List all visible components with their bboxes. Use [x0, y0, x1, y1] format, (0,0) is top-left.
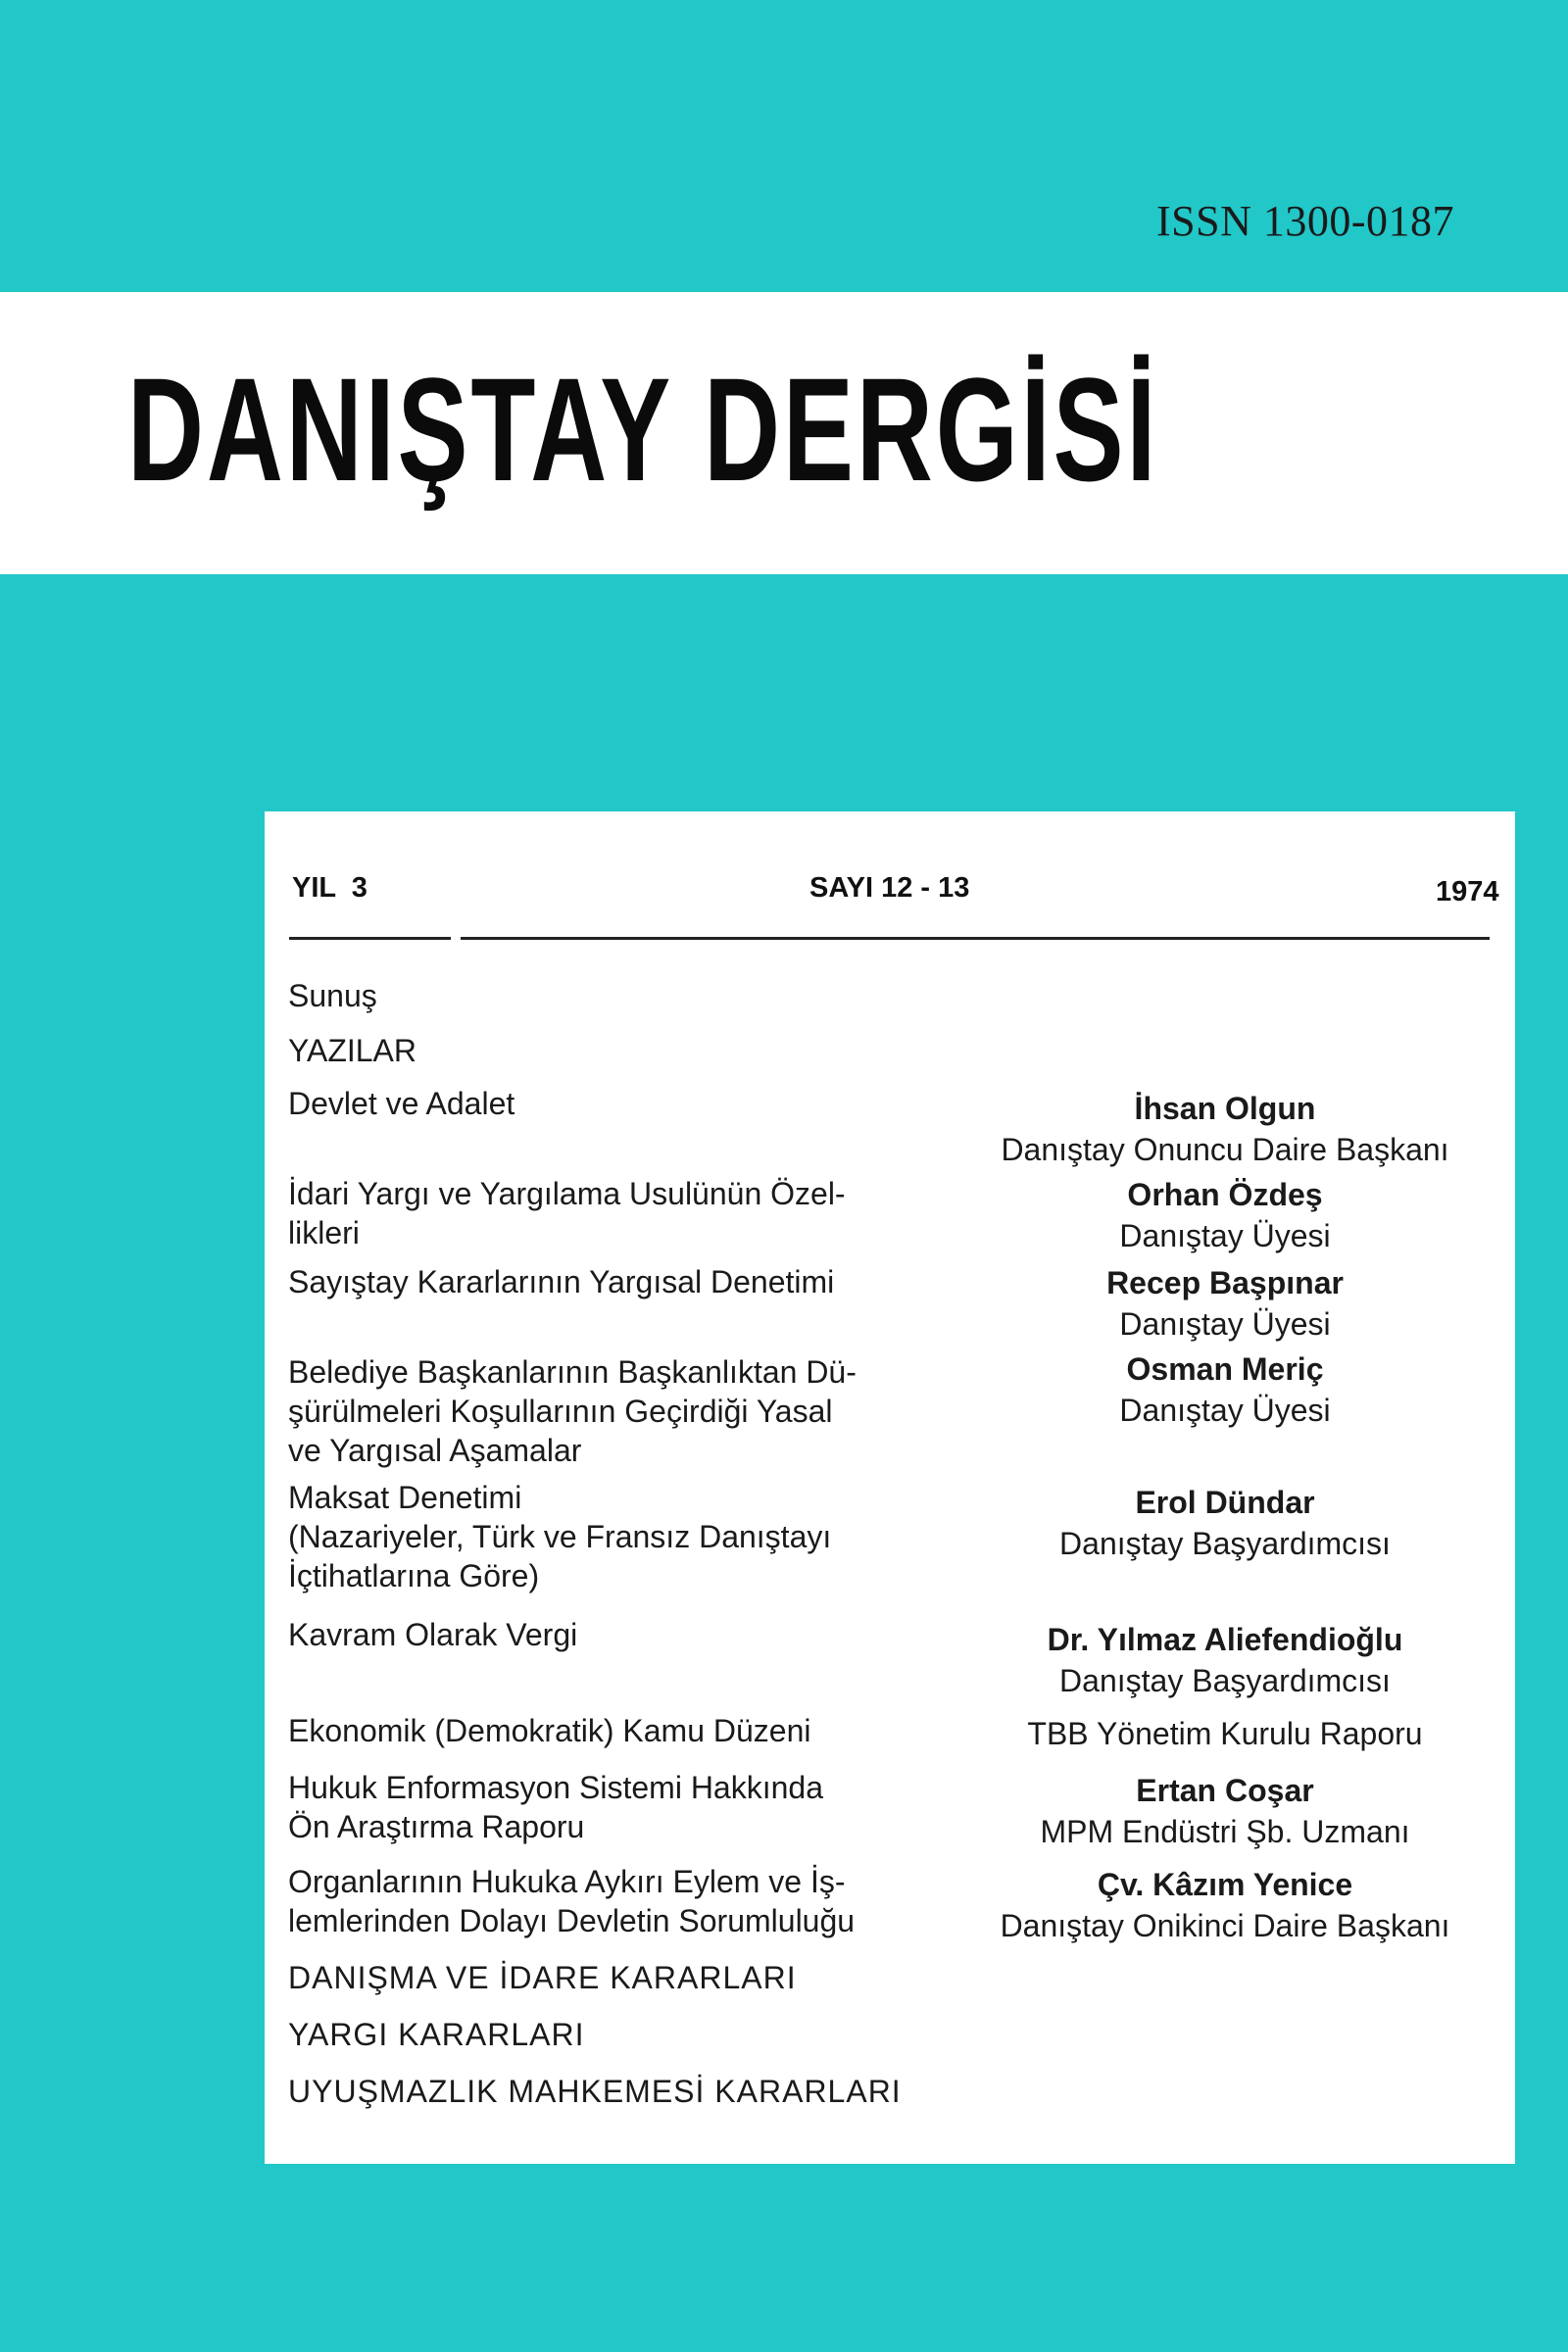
article-title: Kavram Olarak Vergi: [288, 1617, 578, 1652]
article-title: Sayıştay Kararlarının Yargısal Denetimi: [288, 1264, 835, 1299]
article-byline: [951, 1348, 1499, 1431]
issn-label: ISSN 1300-0187: [1156, 197, 1455, 245]
author-name: Orhan Özdeş: [1127, 1177, 1323, 1212]
publication-year: 1974: [1436, 876, 1499, 907]
header-rule-short: [289, 937, 451, 940]
article-byline: [951, 1770, 1499, 1852]
author-name: Erol Dündar: [1135, 1485, 1315, 1520]
author-role: Danıştay Başyardımcısı: [1059, 1526, 1391, 1561]
author-role: Danıştay Üyesi: [1119, 1306, 1331, 1342]
header-rule-long: [461, 937, 1490, 940]
article-byline: [951, 1482, 1499, 1564]
article-title-line: şürülmeleri Koşullarının Geçirdiği Yasal: [288, 1394, 833, 1429]
article-title-line: İdari Yargı ve Yargılama Usulünün Özel-: [288, 1176, 846, 1211]
article-title-line: likleri: [288, 1215, 360, 1250]
contents-panel: [265, 811, 1515, 2164]
author-role: MPM Endüstri Şb. Uzmanı: [1040, 1814, 1410, 1849]
journal-title: DANIŞTAY DERGİSİ: [127, 347, 1159, 512]
section-heading: YARGI KARARLARI: [288, 2017, 585, 2052]
article-byline: [951, 1713, 1499, 1754]
author-name: Osman Meriç: [1126, 1351, 1324, 1387]
author-name: İhsan Olgun: [1134, 1091, 1316, 1126]
article-title: [288, 1768, 974, 1846]
article-title: [288, 1862, 974, 1940]
contents-sunus: Sunuş: [288, 978, 377, 1013]
article-title-line: (Nazariyeler, Türk ve Fransız Danıştayı: [288, 1519, 832, 1554]
article-title: [288, 1478, 974, 1595]
article-title: Ekonomik (Demokratik) Kamu Düzeni: [288, 1713, 811, 1748]
author-role: Danıştay Üyesi: [1119, 1393, 1331, 1428]
article-byline: [951, 1864, 1499, 1946]
article-title: [288, 1352, 974, 1470]
article-byline: [951, 1088, 1499, 1170]
section-heading: DANIŞMA VE İDARE KARARLARI: [288, 1960, 797, 1995]
article-title-line: Organlarının Hukuka Aykırı Eylem ve İş-: [288, 1864, 846, 1899]
article-title-line: Maksat Denetimi: [288, 1480, 522, 1515]
article-title-line: İçtihatlarına Göre): [288, 1558, 540, 1593]
author-role: Danıştay Onikinci Daire Başkanı: [1000, 1908, 1450, 1943]
year-label: YIL 3: [292, 872, 368, 904]
article-title: Devlet ve Adalet: [288, 1086, 515, 1121]
article-title: [288, 1174, 974, 1252]
issue-label: SAYI 12 - 13: [809, 872, 970, 904]
article-title-line: Hukuk Enformasyon Sistemi Hakkında: [288, 1770, 823, 1805]
author-role: Danıştay Onuncu Daire Başkanı: [1001, 1132, 1449, 1167]
author-role: Danıştay Başyardımcısı: [1059, 1663, 1391, 1698]
article-title-line: Ön Araştırma Raporu: [288, 1809, 585, 1844]
author-name: Recep Başpınar: [1106, 1265, 1344, 1300]
article-title-line: lemlerinden Dolayı Devletin Sorumluluğu: [288, 1903, 856, 1938]
section-heading: UYUŞMAZLIK MAHKEMESİ KARARLARI: [288, 2074, 902, 2109]
article-title-line: ve Yargısal Aşamalar: [288, 1433, 582, 1468]
article-byline: [951, 1262, 1499, 1345]
title-band: [0, 292, 1568, 574]
author-role: Danıştay Üyesi: [1119, 1218, 1331, 1253]
author-name: Dr. Yılmaz Aliefendioğlu: [1047, 1622, 1403, 1657]
contents-yazilar-heading: YAZILAR: [288, 1033, 416, 1068]
author-role: TBB Yönetim Kurulu Raporu: [1027, 1716, 1423, 1751]
article-byline: [951, 1174, 1499, 1256]
author-name: Ertan Coşar: [1136, 1773, 1314, 1808]
author-name: Çv. Kâzım Yenice: [1097, 1867, 1353, 1902]
article-title-line: Belediye Başkanlarının Başkanlıktan Dü-: [288, 1354, 857, 1390]
article-byline: [951, 1619, 1499, 1701]
